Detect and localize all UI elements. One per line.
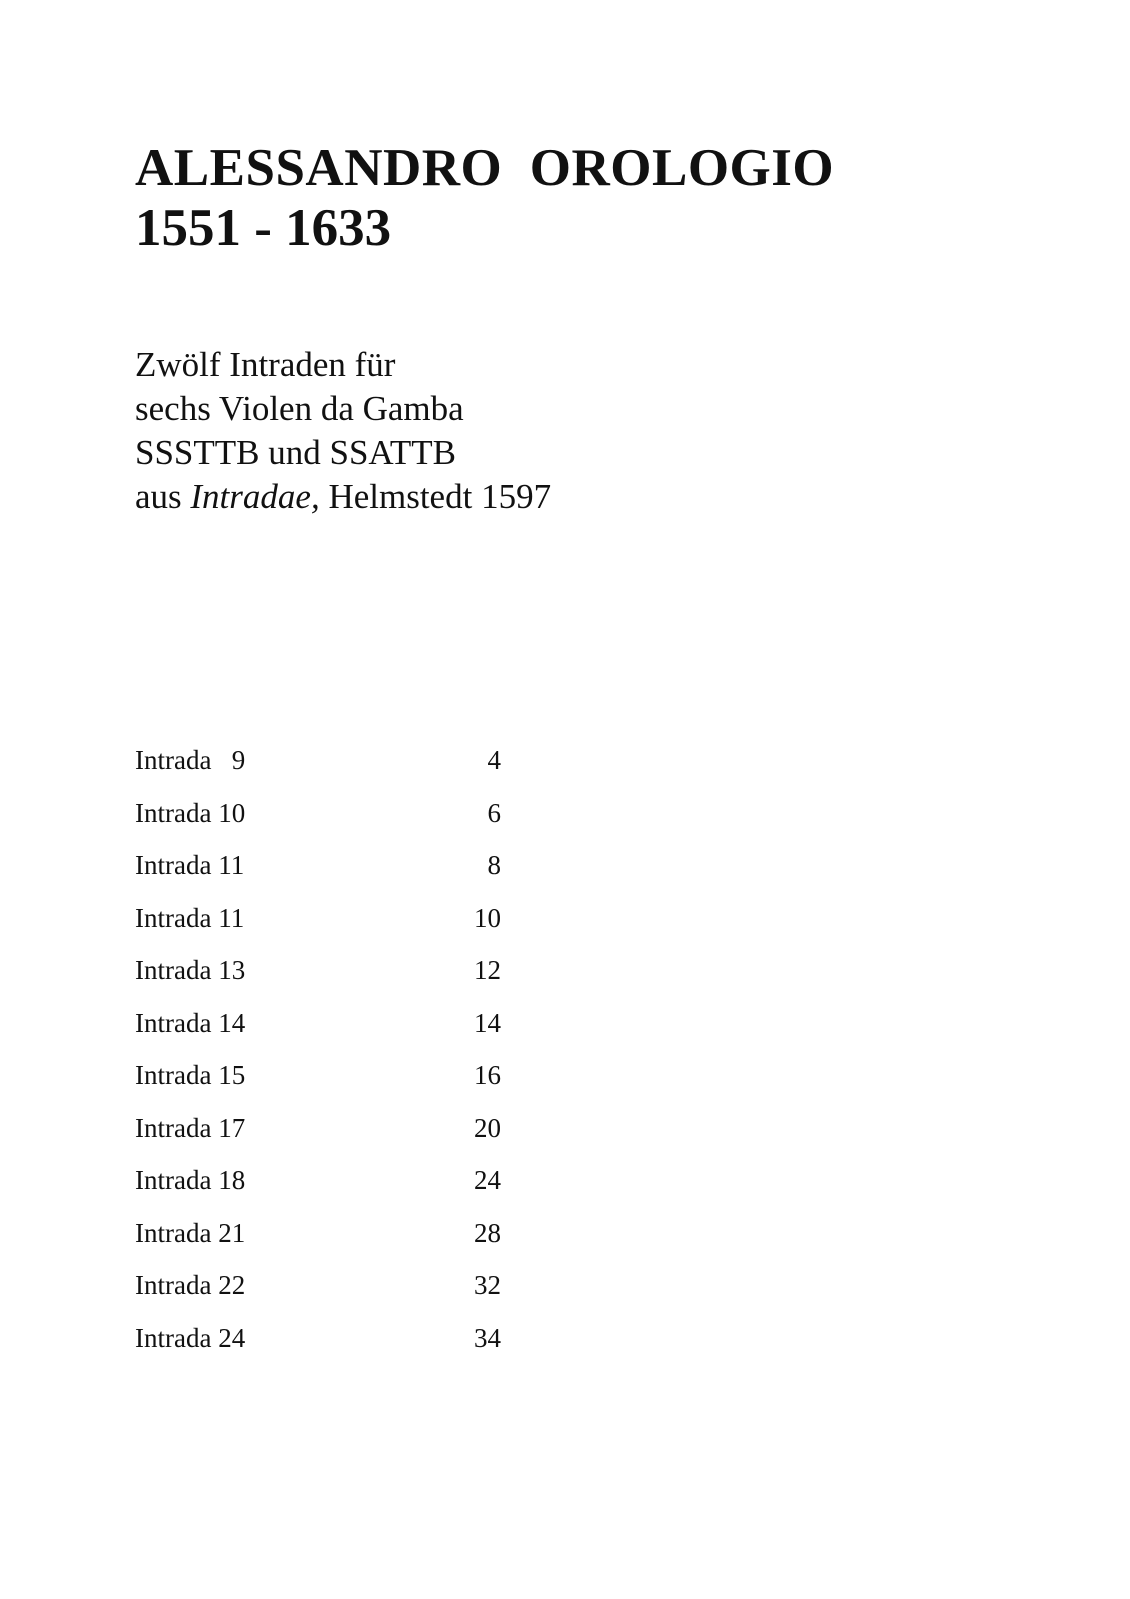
toc-entry-page: 24 [474, 1165, 501, 1195]
table-of-contents [135, 744, 505, 1374]
toc-entry-title: Intrada 21 [135, 1217, 246, 1248]
toc-row [135, 1269, 505, 1322]
subtitle-line-2: sechs Violen da Gamba [135, 389, 464, 428]
toc-entry-page: 10 [474, 902, 501, 933]
toc-entry-page: 34 [474, 1322, 501, 1353]
subtitle-source-title: Intradae, [190, 477, 320, 516]
toc-entry-title: Intrada 14 [135, 1007, 246, 1038]
toc-row [135, 902, 505, 955]
toc-row [135, 1059, 505, 1112]
toc-entry-title: Intrada 24 [135, 1322, 246, 1353]
composer-name: ALESSANDRO OROLOGIO [135, 139, 835, 197]
toc-entry-title: Intrada 11 [135, 850, 245, 880]
toc-entry-title: Intrada 13 [135, 955, 246, 985]
work-description [135, 343, 551, 519]
toc-entry-page: 28 [474, 1217, 501, 1248]
toc-entry-page: 6 [487, 797, 501, 828]
subtitle-source-prefix: aus [135, 477, 191, 516]
toc-row [135, 1217, 505, 1270]
toc-entry-page: 20 [474, 1112, 501, 1143]
toc-entry-title: Intrada 9 [135, 745, 246, 775]
toc-entry-title: Intrada 17 [135, 1112, 246, 1143]
toc-entry-page: 14 [474, 1007, 501, 1038]
toc-entry-title: Intrada 11 [135, 902, 245, 933]
toc-row [135, 797, 505, 850]
toc-entry-page: 16 [474, 1060, 501, 1090]
toc-entry-title: Intrada 18 [135, 1165, 246, 1195]
toc-entry-title: Intrada 15 [135, 1060, 246, 1090]
toc-row [135, 1007, 505, 1060]
subtitle-line-1: Zwölf Intraden für [135, 345, 396, 384]
subtitle-line-3: SSSTTB und SSATTB [135, 433, 456, 472]
toc-entry-page: 8 [487, 850, 501, 880]
toc-entry-page: 4 [487, 745, 501, 775]
composer-dates: 1551 - 1633 [135, 199, 392, 257]
toc-entry-title: Intrada 22 [135, 1270, 246, 1300]
toc-row [135, 744, 505, 797]
subtitle-line-4 [135, 475, 551, 519]
toc-row [135, 849, 505, 902]
toc-row [135, 1164, 505, 1217]
toc-entry-page: 32 [474, 1270, 501, 1300]
toc-entry-page: 12 [474, 955, 501, 985]
toc-row [135, 954, 505, 1007]
subtitle-source-suffix: Helmstedt 1597 [319, 477, 552, 516]
toc-row [135, 1322, 505, 1375]
toc-entry-title: Intrada 10 [135, 797, 246, 828]
toc-row [135, 1112, 505, 1165]
